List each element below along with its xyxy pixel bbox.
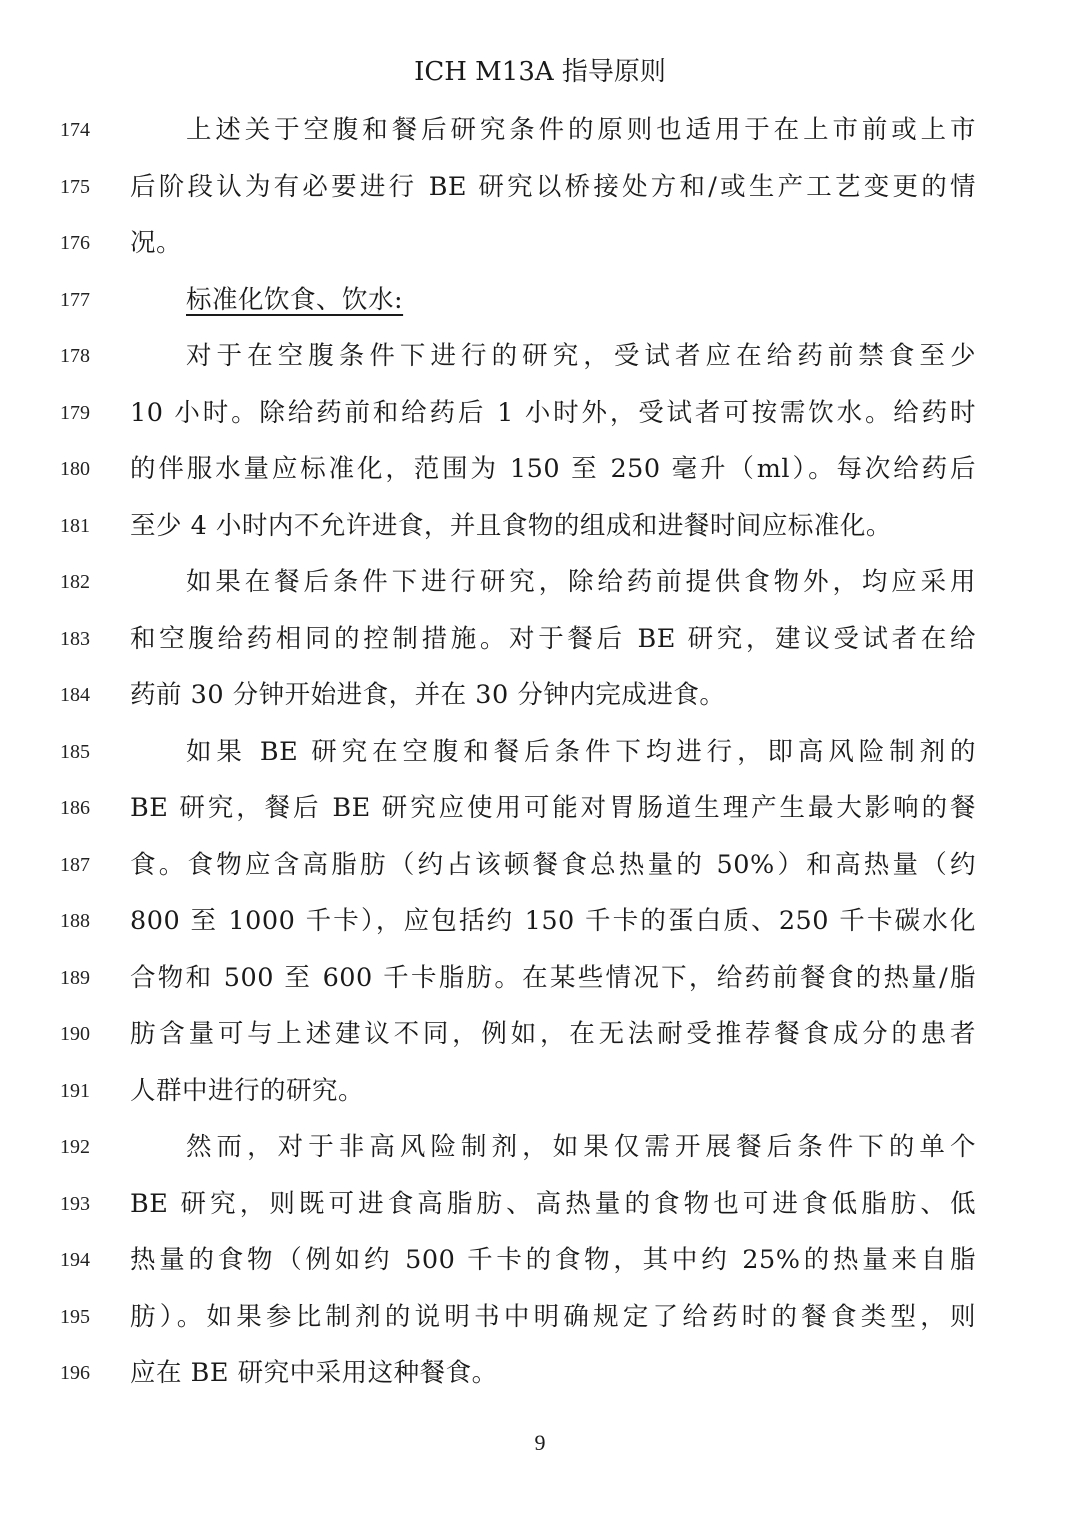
line-number: 177 bbox=[60, 288, 90, 311]
text-line bbox=[0, 1345, 1080, 1402]
line-text: 上述关于空腹和餐后研究条件的原则也适用于在上市前或上市 bbox=[186, 115, 976, 145]
line-text: 合物和 500 至 600 千卡脂肪。在某些情况下，给药前餐食的热量/脂 bbox=[130, 962, 976, 993]
line-text: BE 研究，餐后 BE 研究应使用可能对胃肠道生理产生最大影响的餐 bbox=[130, 793, 976, 823]
text-line bbox=[0, 1006, 1080, 1063]
line-number: 190 bbox=[60, 1023, 90, 1045]
text-line bbox=[0, 1232, 1080, 1289]
line-number: 181 bbox=[60, 514, 90, 537]
line-text: 和空腹给药相同的控制措施。对于餐后 BE 研究，建议受试者在给 bbox=[130, 623, 976, 654]
line-text: 药前 30 分钟开始进食，并在 30 分钟内完成进食。 bbox=[130, 680, 726, 710]
line-text: 至少 4 小时内不允许进食，并且食物的组成和进餐时间应标准化。 bbox=[130, 510, 892, 541]
text-line bbox=[0, 1063, 1080, 1120]
line-number: 184 bbox=[60, 684, 90, 706]
line-text: 10 小时。除给药前和给药后 1 小时外，受试者可按需饮水。给药时 bbox=[130, 397, 976, 428]
line-text: 应在 BE 研究中采用这种餐食。 bbox=[130, 1358, 498, 1388]
line-number: 185 bbox=[60, 740, 90, 763]
text-line bbox=[0, 328, 1080, 385]
text-line bbox=[0, 611, 1080, 668]
line-number: 179 bbox=[60, 401, 90, 424]
text-line bbox=[0, 1119, 1080, 1176]
text-line bbox=[0, 102, 1080, 159]
line-number: 182 bbox=[60, 571, 90, 593]
line-text: 肪含量可与上述建议不同，例如，在无法耐受推荐餐食成分的患者 bbox=[130, 1019, 976, 1049]
text-line bbox=[0, 780, 1080, 837]
text-line bbox=[0, 554, 1080, 611]
text-line bbox=[0, 893, 1080, 950]
line-number: 180 bbox=[60, 458, 90, 480]
line-number: 194 bbox=[60, 1249, 90, 1271]
line-number: 188 bbox=[60, 910, 90, 932]
text-line bbox=[0, 1289, 1080, 1346]
page-number: 9 bbox=[534, 1430, 546, 1455]
text-line bbox=[0, 837, 1080, 894]
line-text: 800 至 1000 千卡），应包括约 150 千卡的蛋白质、250 千卡碳水化 bbox=[130, 906, 976, 936]
line-text: 人群中进行的研究。 bbox=[130, 1075, 365, 1106]
line-text: 的伴服水量应标准化，范围为 150 至 250 毫升（ml）。每次给药后 bbox=[130, 454, 976, 484]
line-text: BE 研究，则既可进食高脂肪、高热量的食物也可进食低脂肪、低 bbox=[130, 1188, 976, 1219]
line-number: 192 bbox=[60, 1136, 90, 1158]
line-text: 对于在空腹条件下进行的研究，受试者应在给药前禁食至少 bbox=[186, 341, 976, 371]
line-text: 肪）。如果参比制剂的说明书中明确规定了给药时的餐食类型，则 bbox=[130, 1301, 976, 1332]
section-heading-text: 标准化饮食、饮水: bbox=[186, 284, 404, 315]
line-number: 191 bbox=[60, 1079, 90, 1102]
text-line bbox=[0, 215, 1080, 272]
line-number: 187 bbox=[60, 853, 90, 876]
document-body bbox=[0, 102, 1080, 1402]
line-text: 食。食物应含高脂肪（约占该顿餐食总热量的 50%）和高热量（约 bbox=[130, 849, 976, 880]
section-heading bbox=[186, 272, 976, 329]
line-number: 176 bbox=[60, 232, 90, 254]
line-text: 如果在餐后条件下进行研究，除给药前提供食物外，均应采用 bbox=[186, 567, 976, 597]
text-line bbox=[0, 1176, 1080, 1233]
line-text: 后阶段认为有必要进行 BE 研究以桥接处方和/或生产工艺变更的情 bbox=[130, 171, 976, 202]
text-line bbox=[0, 272, 1080, 329]
line-number: 189 bbox=[60, 966, 90, 989]
text-line bbox=[0, 667, 1080, 724]
line-number: 175 bbox=[60, 175, 90, 198]
line-number: 183 bbox=[60, 627, 90, 650]
line-text: 况。 bbox=[130, 228, 183, 258]
line-number: 195 bbox=[60, 1305, 90, 1328]
line-text: 热量的食物（例如约 500 千卡的食物，其中约 25%的热量来自脂 bbox=[130, 1245, 976, 1275]
line-number: 178 bbox=[60, 345, 90, 367]
line-number: 196 bbox=[60, 1362, 90, 1384]
line-text: 如果 BE 研究在空腹和餐后条件下均进行，即高风险制剂的 bbox=[186, 736, 976, 767]
page-header-title: ICH M13A 指导原则 bbox=[414, 57, 666, 87]
text-line bbox=[0, 159, 1080, 216]
text-line bbox=[0, 724, 1080, 781]
text-line bbox=[0, 441, 1080, 498]
text-line bbox=[0, 950, 1080, 1007]
text-line bbox=[0, 385, 1080, 442]
line-number: 186 bbox=[60, 797, 90, 819]
line-number: 193 bbox=[60, 1192, 90, 1215]
line-text: 然而，对于非高风险制剂，如果仅需开展餐后条件下的单个 bbox=[186, 1132, 976, 1162]
line-number: 174 bbox=[60, 119, 90, 141]
text-line bbox=[0, 498, 1080, 555]
